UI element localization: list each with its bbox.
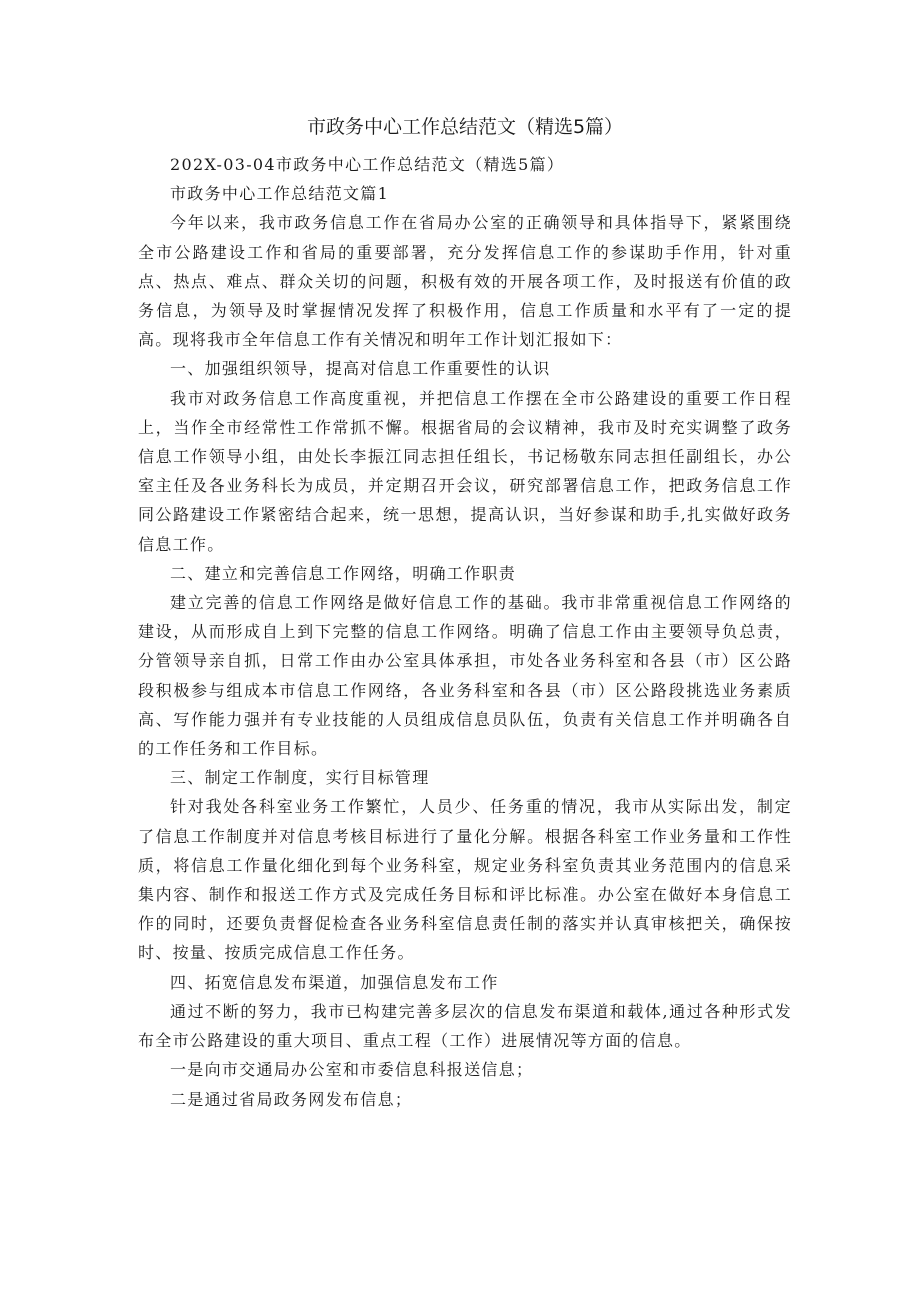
section-heading: 三、制定工作制度，实行目标管理 — [170, 768, 430, 788]
body-paragraph: 通过不断的努力，我市已构建完善多层次的信息发布渠道和载体,通过各种形式发布全市公路建设的重大项目、重点工程（工作）进展情况等方面的信息。 — [138, 1001, 792, 1051]
body-paragraph: 今年以来，我市政务信息工作在省局办公室的正确领导和具体指导下，紧紧围绕全市公路建设工作和省局的重要部署，充分发挥信息工作的参谋助手作用，针对重点、热点、难点、群众关切的问题，积极有效的开展各项工作，及时报送有价值的政务信息，为领导及时掌握情况发挥了积极作用，信息工作质量和水平有了一定的提高。现将我市全年信息工作有关情况和明年工作计划汇报如下： — [138, 213, 792, 350]
body-paragraph: 针对我处各科室业务工作繁忙，人员少、任务重的情况，我市从实际出发，制定了信息工作制度并对信息考核目标进行了量化分解。根据各科室工作业务量和工作性质，将信息工作量化细化到每个业务科室，规定业务科室负责其业务范围内的信息采集内容、制作和报送工作方式及完成任务目标和评比标准。办公室在做好本身信息工作的同时，还要负责督促检查各业务科室信息责任制的落实并认真审核把关，确保按时、按量、按质完成信息工作任务。 — [138, 797, 792, 963]
section-heading: 四、拓宽信息发布渠道，加强信息发布工作 — [170, 972, 499, 992]
body-paragraph: 建立完善的信息工作网络是做好信息工作的基础。我市非常重视信息工作网络的建设，从而形成自上到下完整的信息工作网络。明确了信息工作由主要领导负总责，分管领导亲自抓，日常工作由办公室具体承担，市处各业务科室和各县（市）区公路段积极参与组成本市信息工作网络，各业务科室和各县（市）区公路段挑选业务素质高、写作能力强并有专业技能的人员组成信息员队伍，负责有关信息工作并明确各自的工作任务和工作目标。 — [138, 593, 792, 759]
section-heading: 一、加强组织领导，提高对信息工作重要性的认识 — [170, 359, 551, 379]
section-title: 市政务中心工作总结范文篇1 — [170, 184, 390, 204]
document-body — [138, 150, 792, 1114]
date-line: 202X-03-04市政务中心工作总结范文（精选5篇） — [170, 155, 565, 174]
section-heading: 二、建立和完善信息工作网络，明确工作职责 — [170, 563, 517, 583]
list-item: 一是向市交通局办公室和市委信息科报送信息； — [170, 1060, 534, 1080]
document-title: 市政务中心工作总结范文（精选5篇） — [306, 116, 624, 138]
list-item: 二是通过省局政务网发布信息； — [170, 1089, 413, 1109]
body-paragraph: 我市对政务信息工作高度重视，并把信息工作摆在全市公路建设的重要工作日程上，当作全市经常性工作常抓不懈。根据省局的会议精神，我市及时充实调整了政务信息工作领导小组，由处长李振江同志担任组长，书记杨敬东同志担任副组长，办公室主任及各业务科长为成员，并定期召开会议，研究部署信息工作，把政务信息工作同公路建设工作紧密结合起来，统一思想，提高认识，当好参谋和助手,扎实做好政务信息工作。 — [138, 388, 792, 554]
